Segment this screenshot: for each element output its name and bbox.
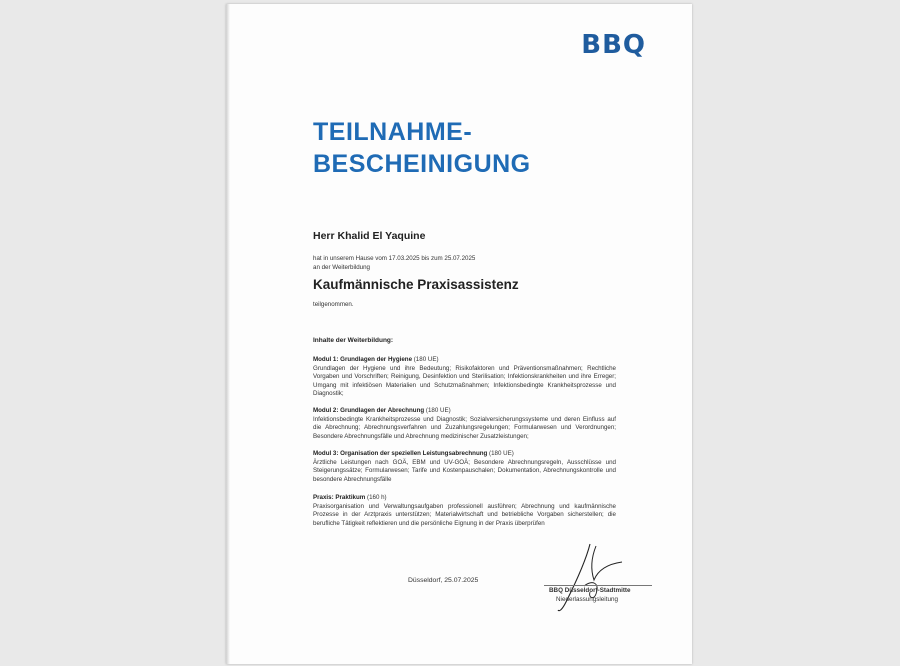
module-2-text: Infektionsbedingte Krankheitsprozesse und Diagnostik; Sozialversicherungssysteme und deren Einfluss auf die Abrechnung; Abrechnungsverfahren und Zuzahlungsregelungen; Formularwesen und Verordnungen; Besondere Abrechnungsfälle und Abrechnung medizinischer Zusatzleistungen; <box>313 415 616 440</box>
practice-title: Praxis: Praktikum <box>313 494 366 501</box>
bbq-logo: BBQ <box>581 30 646 60</box>
contents-heading: Inhalte der Weiterbildung: <box>313 337 394 344</box>
signatory-org: BBQ Düsseldorf-Stadtmitte <box>549 587 631 594</box>
module-3-hours: (180 UE) <box>489 450 514 457</box>
completed-text: teilgenommen. <box>313 301 354 308</box>
place-date: Düsseldorf, 25.07.2025 <box>408 577 479 584</box>
title-line-2: BESCHEINIGUNG <box>313 150 531 178</box>
practice-module <box>313 494 616 528</box>
module-1-title: Modul 1: Grundlagen der Hygiene <box>313 356 413 363</box>
course-title: Kaufmännische Praxisassistenz <box>313 277 519 292</box>
practice-text: Praxisorganisation und Verwaltungsaufgaben professionell ausführen; Abrechnung und kaufmännische Prozesse in der Arztpraxis unterstützen; Materialwirtschaft und betriebliche Vorgaben sicherstellen; die berufliche Tätigkeit reflektieren und die persönliche Eignung in der Praxis überprüfen <box>313 502 616 527</box>
module-2-title: Modul 2: Grundlagen der Abrechnung <box>313 407 425 414</box>
practice-hours: (160 h) <box>367 494 387 501</box>
module-3 <box>313 450 616 484</box>
signature-line <box>544 585 652 586</box>
module-1-text: Grundlagen der Hygiene und ihre Bedeutung; Risikofaktoren und Präventionsmaßnahmen; Rechtliche Vorgaben und Vorschriften; Reinigung, Desinfektion und Sterilisation; Infektionskrankheiten und ihre Erreger; Umgang mit infektiösen Materialien und Schutzmaßnahmen; Infektionsbedingte Krankheitsprozesse und Diagnostik; <box>313 364 616 397</box>
period-text <box>313 255 613 272</box>
module-2 <box>313 407 616 441</box>
module-3-text: Ärztliche Leistungen nach GOÄ, EBM und UV-GOÄ; Besondere Abrechnungsregeln, Ausschlüsse und Steigerungssätze; Formularwesen; Tarife und Kostenpauschalen; Dokumentation, Abrechnungskontrolle und besondere Abrechnungsfälle <box>313 458 616 483</box>
module-3-title: Modul 3: Organisation der speziellen Leistungsabrechnung <box>313 450 488 457</box>
module-2-hours: (180 UE) <box>425 407 451 414</box>
title-line-1: TEILNAHME- <box>313 118 473 146</box>
recipient-name: Herr Khalid El Yaquine <box>313 230 426 242</box>
period-line-2: an der Weiterbildung <box>313 263 370 271</box>
module-1 <box>313 356 616 399</box>
module-1-hours: (180 UE) <box>413 356 439 363</box>
certificate-title <box>313 116 531 180</box>
signatory-role: Niederlassungsleitung <box>556 596 618 603</box>
period-line-1: hat in unserem Hause vom 17.03.2025 bis zum 25.07.2025 <box>313 255 476 262</box>
certificate-page <box>226 4 692 664</box>
